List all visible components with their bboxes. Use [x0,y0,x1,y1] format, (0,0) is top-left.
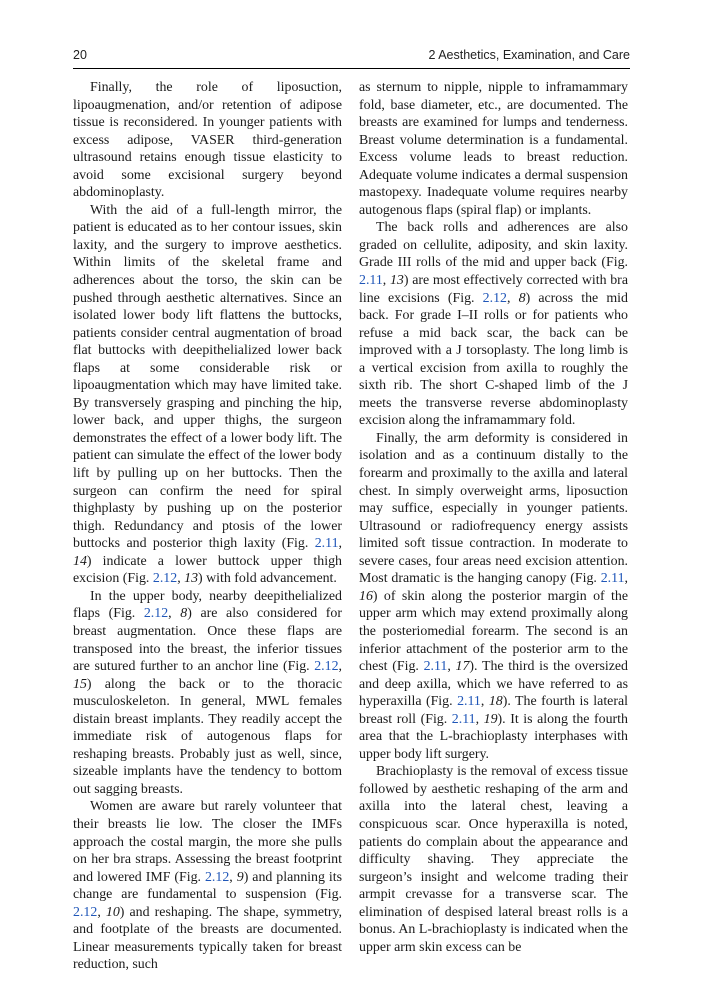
text-run: In the upper body, nearby deepithelialized flaps (Fig. [73,588,342,622]
figure-link[interactable]: 2.11 [423,659,448,675]
figure-link[interactable]: 2.11 [600,571,625,587]
figure-item-number: 18 [488,694,503,710]
figure-item-number: 14 [73,553,87,569]
right-column [359,79,628,956]
figure-item-number: 8 [518,290,526,306]
paragraph: as sternum to nipple, nipple to inframammary fold, base diameter, etc., are documented. The breasts are examined for lumps and tenderness. Breast volume determination is a fundamental. Excess volume leads to breast reduction. Adequate volume indicates a dermal suspension mastopexy. Inadequate volume requires nearby autogenous flaps (spiral flap) or implants. [359,80,628,218]
paragraph [73,798,342,973]
figure-item-number: 8 [180,606,188,622]
figure-link[interactable]: 2.12 [73,904,98,920]
text-run: Finally, the arm deformity is considered in isolation and as a continuum distally to the forearm and proximally to the axilla and lateral chest. In simply overweight arms, liposuction may suffice, especially in younger patients. Ultrasound or radiofrequency energy assists limited soft tissue contraction. In moderate to severe cases, four areas need excision attention. Most dramatic is the hanging canopy (Fig. [359,430,628,587]
text-run: Women are aware but rarely volunteer that their breasts lie low. The closer the IMFs approach the costal margin, the more she pulls on her bra straps. Assessing the breast footprint and lowered IMF (Fig. [73,799,342,885]
figure-link[interactable]: 2.11 [451,711,476,727]
text-run: , [447,659,456,675]
text-run: ). The fourth is lateral breast roll (Fig. [359,694,628,727]
figure-item-number: 9 [236,869,244,885]
figure-link[interactable]: 2.11 [314,536,339,552]
text-run: The back rolls and adherences are also graded on cellulite, adiposity, and skin laxity. Grade III rolls of the mid and upper back (Fig. [359,220,628,271]
running-header [73,48,630,68]
figure-item-number: 19 [483,711,498,727]
paragraph: Finally, the role of liposuction, lipoaugmenation, and/or retention of adipose tissue is reconsidered. In younger patients with excess adipose, VASER third-generation ultrasound retains enough tissue elasticity to avoid some excisional surgery beyond abdominoplasty. [73,80,342,201]
paragraph [359,219,628,430]
paragraph [73,202,342,588]
text-run: ) are most effectively corrected with bra line excisions (Fig. [359,273,628,306]
text-run: ) across the mid back. For grade I–II rolls or for patients who refuse a mid back scar, the back can be improved with a J torsoplasty. The long limb is a vertical excision from axilla to roughly the sixth rib. The short C-shaped limb of the J meets the transverse reverse abdominoplasty excision along the inframammary fold. [359,290,628,429]
figure-link[interactable]: 2.11 [457,694,481,710]
figure-link[interactable]: 2.11 [359,273,383,289]
text-run: , [480,694,489,710]
figure-item-number: 16 [359,588,373,604]
text-run: ) with fold advancement. [198,571,337,587]
text-run: , [97,904,106,920]
figure-item-number: 17 [455,659,470,675]
chapter-title: 2 Aesthetics, Examination, and Care [428,48,630,62]
text-run: , [229,869,237,885]
paragraph: Brachioplasty is the removal of excess tissue followed by aesthetic reshaping of the arm and axilla into the lateral chest, leaving a conspicuous scar. Once hyperaxilla is noted, patients do complain about the appearance and difficulty shaving. They appreciate the surgeon’s insight and welcome trading their armpit crevasse for a transverse scar. The elimination of despised lateral breast rolls is a bonus. An L-brachioplasty is indicated when the upper arm skin excess can be [359,764,628,955]
text-run: ). It is along the fourth area that the L-brachioplasty interphases with upper body lift surgery. [359,711,628,762]
text-run: , [177,571,185,587]
figure-item-number: 10 [105,904,120,920]
text-run: , [382,273,390,289]
header-rule [73,68,630,69]
text-run: , [475,711,484,727]
figure-link[interactable]: 2.12 [482,290,507,306]
text-run: ) and planning its change are fundamental to suspension (Fig. [73,869,342,903]
figure-link[interactable]: 2.12 [143,606,169,622]
figure-item-number: 13 [389,273,404,289]
page-number: 20 [73,48,87,62]
figure-link[interactable]: 2.12 [204,869,230,885]
text-run: ) of skin along the posterior margin of the upper arm which may extend proximally along the posteriomedial forearm. The second is an inferior attachment of the posterior arm to the chest (Fig. [359,588,628,675]
text-run: ) and reshaping. The shape, symmetry, and footplate of the breasts are documented. Linear measurements typically taken for breast reduction, such [73,904,342,973]
text-run: , [168,606,181,622]
text-run: , [338,659,342,675]
text-run: ) indicate a lower buttock upper thigh excision (Fig. [73,553,342,587]
paragraph [73,588,342,799]
text-run: , [624,571,628,587]
figure-item-number: 13 [184,571,199,587]
text-run: ). The third is the oversized and deep axilla, which we have referred to as hyperaxilla (Fig. [359,659,629,710]
text-run: , [338,536,342,552]
figure-item-number: 15 [73,676,87,692]
text-run: With the aid of a full-length mirror, the patient is educated as to her contour issues, skin laxity, and the surgery to improve aesthetics. Within limits of the skeletal frame and adherences about the torso, the skin can be pushed through aesthetic alternatives. Since an isolated lower body lift flattens the buttocks, patients consider central augmentation of broad flat buttocks with deepithelialized lower back flaps at some considerable risk or lipoaugmentation which may have limited take. By transversely grasping and pinching the hip, lower back, and upper thighs, the surgeon demonstrates the effect of a lower body lift. The patient can simulate the effect of the lower body lift by pulling up on her buttocks. Then the surgeon can confirm the need for spiral thighplasty by pushing up on the posterior thigh. Redundancy and ptosis of the lower buttocks and posterior thigh laxity (Fig. [73,202,342,552]
paragraph [359,430,628,763]
figure-link[interactable]: 2.12 [314,659,339,675]
text-run: ) are also considered for breast augmentation. Once these flaps are transposed into the breast, the inferior tissues are sutured further to an anchor line (Fig. [73,606,342,675]
figure-link[interactable]: 2.12 [152,571,178,587]
text-run: ) along the back or to the thoracic musculoskeleton. In general, MWL females distain breast implants. They readily accept the immediate risk of autogenous flaps for reshaping breasts. Probably just as well, since, sizeable implants have the tendency to bottom out sagging breasts. [73,676,342,797]
text-run: , [506,290,519,306]
left-column [73,79,342,974]
